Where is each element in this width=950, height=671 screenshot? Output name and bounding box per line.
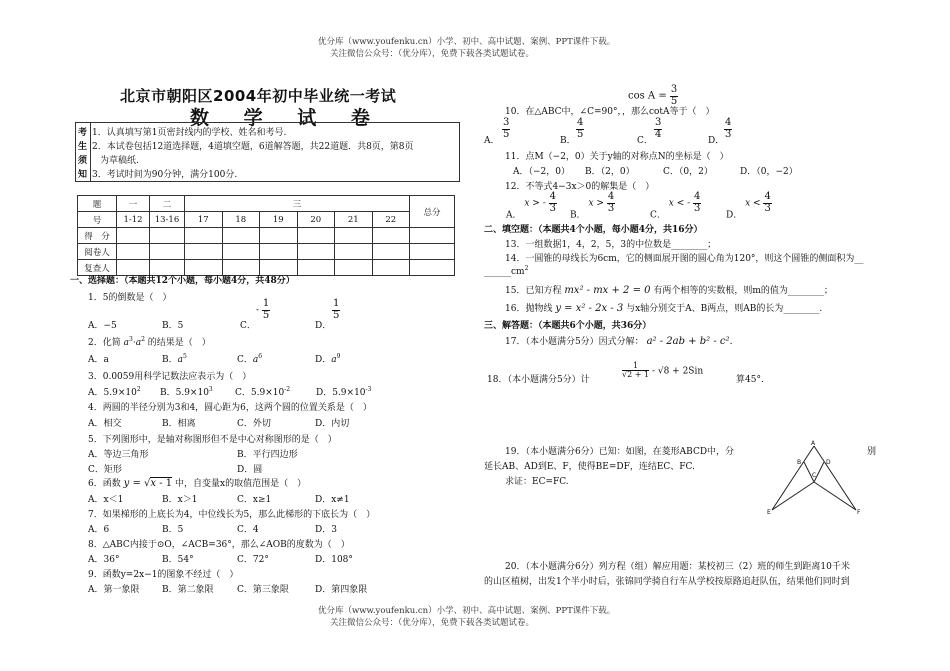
fig-label-c: C bbox=[812, 472, 817, 479]
th-three: 三 bbox=[185, 196, 410, 212]
notice-item-4: 3．考试时间为90分钟，满分100分. bbox=[92, 170, 238, 180]
notice-item-3: 为草稿纸. bbox=[100, 156, 139, 166]
q10-frac-c: $\frac{3}{4}$ bbox=[655, 117, 662, 140]
rhombus-figure bbox=[762, 440, 867, 520]
q10-cos-formula: cos A = $\frac{3}{5}$ bbox=[628, 84, 678, 107]
q14: 14．一圆锥的母线长为6cm，它的侧面展开图的圆心角为120°，则这个圆锥的侧面积为__ bbox=[505, 254, 864, 264]
notice-side-2: 生 bbox=[78, 142, 88, 152]
q10-frac-d: $\frac{4}{3}$ bbox=[725, 117, 732, 140]
q6-opt-a: A．x＜1 bbox=[88, 495, 124, 505]
q5-opt-b: B．平行四边形 bbox=[237, 450, 298, 460]
col-18: 18 bbox=[222, 212, 260, 228]
q10: 10．在△ABC中，∠C=90°，，那么cotA等于（ ） bbox=[505, 107, 715, 117]
col-19: 19 bbox=[260, 212, 298, 228]
q5-opt-a: A．等边三角形 bbox=[88, 450, 149, 460]
q13: 13．一组数据1，4，2，5，3的中位数是________； bbox=[505, 240, 717, 250]
q4-opt-d: D．内切 bbox=[315, 419, 350, 429]
q2-opt-c: C．$a^6$ bbox=[237, 353, 263, 365]
table-row bbox=[78, 228, 455, 244]
q8-opt-d: D．108° bbox=[315, 555, 353, 565]
q6-opt-d: D．x≠1 bbox=[315, 495, 350, 505]
q7: 7．如果梯形的上底长为4，中位线长为5，那么此梯形的下底长为（ ） bbox=[88, 510, 376, 520]
q10-frac-a: $\frac{3}{5}$ bbox=[503, 117, 510, 140]
q17-expression: a² - 2ab + b² - c². bbox=[646, 336, 733, 347]
q11-opt-d: D．（0，−2） bbox=[740, 167, 798, 177]
q1-opt-a: A．−5 bbox=[88, 321, 117, 331]
q1-frac-d: $\frac{1}{5}$ bbox=[333, 298, 340, 321]
fig-label-b: B bbox=[797, 459, 802, 466]
q9-opt-a: A．第一象限 bbox=[88, 585, 140, 595]
q6-opt-c: C．x≥1 bbox=[237, 495, 272, 505]
q15: 15．已知方程 mx² - mx + 2 = 0 有两个相等的实数根，则m的值为________； bbox=[505, 285, 833, 296]
header-line-2: 关注微信公众号：（优分库），免费下载各类试题试卷。 bbox=[330, 49, 535, 59]
q6: 6．函数 y = √x - 1 中，自变量x的取值范围是（ ） bbox=[88, 478, 307, 489]
q5-opt-c: C．矩形 bbox=[88, 465, 122, 475]
q4: 4．两圆的半径分别为3和4，圆心距为6，这两个圆的位置关系是（ ） bbox=[88, 403, 372, 413]
th-ti: 题 bbox=[78, 196, 117, 212]
page-title: 北京市朝阳区2004年初中毕业统一考试 bbox=[120, 87, 397, 105]
table-row bbox=[78, 244, 455, 260]
q2-opt-a: A．a bbox=[88, 355, 109, 365]
q2: 2．化简 $a^3\cdot a^2$ 的结果是（ ） bbox=[88, 336, 211, 348]
q5: 5．下列图形中，是轴对称图形但不是中心对称图形的是（ ） bbox=[88, 435, 337, 445]
q18-end: 算45°. bbox=[736, 375, 764, 385]
q12-opt-b: B． x > $\frac{4}{3}$ bbox=[570, 191, 615, 221]
q3-opt-a: A．$5.9\times 10^2$ bbox=[88, 386, 141, 398]
q7-opt-d: D．3 bbox=[315, 525, 337, 535]
q20-line2: 的山区植树，出发1个半小时后，张锦同学骑自行车从学校按原路追赶队伍，结果他们同时到 bbox=[484, 577, 850, 587]
col-20: 20 bbox=[297, 212, 335, 228]
q6-opt-b: B．x＞1 bbox=[162, 495, 198, 505]
col-17: 17 bbox=[185, 212, 223, 228]
footer-line-2: 关注微信公众号：（优分库），免费下载各类试题试卷。 bbox=[330, 618, 535, 628]
notice-side-1: 考 bbox=[78, 128, 88, 138]
q10-opt-c: C． bbox=[637, 136, 653, 146]
q12-opt-a: A． x > - $\frac{4}{3}$ bbox=[506, 191, 557, 221]
q10-opt-b: B． bbox=[560, 136, 576, 146]
th-one: 一 bbox=[117, 196, 150, 212]
q9-opt-c: C．第三象限 bbox=[237, 585, 289, 595]
section-1-title: 一、选择题：（本题共12个小题，每小题4分，共48分） bbox=[70, 276, 295, 286]
q9-opt-b: B．第二象限 bbox=[162, 585, 214, 595]
col-22: 22 bbox=[372, 212, 410, 228]
q8: 8．△ABC内接于⊙O，∠ACB=36°，那么∠AOB的度数为（ ） bbox=[88, 540, 350, 550]
q7-opt-a: A．6 bbox=[88, 525, 110, 535]
header-line-1: 优分库（www.youfenku.cn）小学、初中、高中试题、案例、PPT课件下载。 bbox=[318, 37, 616, 47]
fig-label-f: F bbox=[857, 509, 861, 516]
q1: 1．5的倒数是（ ） bbox=[88, 293, 172, 303]
fig-label-e: E bbox=[767, 509, 771, 516]
q10-opt-d: D． bbox=[708, 136, 725, 146]
section-3-title: 三、解答题：（本题共6个小题，共36分） bbox=[484, 321, 652, 331]
q10-frac-b: $\frac{4}{5}$ bbox=[577, 117, 584, 140]
q18-expression: $\frac{1}{√2 + 1}$ - √8 + 2Sin bbox=[622, 361, 704, 380]
q8-opt-b: B．54° bbox=[162, 555, 194, 565]
q2-opt-b: B．$a^5$ bbox=[162, 353, 187, 365]
q12-opt-d: D． x < $\frac{4}{3}$ bbox=[726, 191, 771, 221]
notice-item-2: 2．本试卷包括12道选择题，4道填空题，6道解答题，共22道题．共8页，第8页 bbox=[92, 142, 414, 152]
th-two: 二 bbox=[150, 196, 185, 212]
q19-line2: 延长AB、AD到E、F，使得BE=DF，连结EC、FC. bbox=[484, 462, 695, 472]
q19: 19．（本小题满分6分）已知：如图，在菱形ABCD中，分 bbox=[505, 447, 735, 457]
row-grader: 阅卷人 bbox=[78, 244, 117, 260]
col-1-12: 1-12 bbox=[117, 212, 150, 228]
q3-opt-d: D．$5.9\times 10^{-3}$ bbox=[316, 386, 372, 398]
q4-opt-a: A．相交 bbox=[88, 419, 122, 429]
row-checker: 复查人 bbox=[78, 260, 117, 276]
q11-opt-c: C．（0，2） bbox=[663, 167, 713, 177]
q16-equation: y = x² - 2x - 3 bbox=[555, 303, 624, 314]
q14-cont: $\_\_\_\_\_\_cm^2$ bbox=[484, 265, 529, 277]
q16: 16．抛物线 y = x² - 2x - 3 与x轴分别交于A、B两点，则AB的长为________. bbox=[505, 303, 823, 314]
row-score: 得 分 bbox=[78, 228, 117, 244]
q19-line3: 求证：EC=FC. bbox=[505, 477, 569, 487]
q1-opt-c: C． bbox=[240, 321, 256, 331]
q4-opt-c: C．外切 bbox=[237, 419, 271, 429]
q1-opt-b: B．5 bbox=[162, 321, 184, 331]
q11-opt-b: B．（2，0） bbox=[585, 167, 635, 177]
fig-label-d: D bbox=[826, 459, 831, 466]
q5-opt-d: D．圆 bbox=[237, 465, 263, 475]
th-hao: 号 bbox=[78, 212, 117, 228]
notice-box bbox=[75, 122, 460, 182]
q2-opt-d: D．$a^9$ bbox=[315, 353, 341, 365]
q17: 17．（本小题满分5分）因式分解： a² - 2ab + b² - c². bbox=[505, 336, 733, 347]
col-13-16: 13-16 bbox=[150, 212, 185, 228]
q8-opt-c: C．72° bbox=[237, 555, 269, 565]
q10-opt-a: A． bbox=[484, 136, 500, 146]
q3: 3．0.0059用科学记数法应表示为（ ） bbox=[88, 372, 252, 382]
q12: 12．不等式4−3x＞0的解集是（ ） bbox=[505, 182, 655, 192]
notice-item-1: 1．认真填写第1页密封线内的学校、姓名和考号. bbox=[92, 128, 287, 138]
q4-opt-b: B．相离 bbox=[162, 419, 196, 429]
q1-opt-d: D． bbox=[315, 321, 332, 331]
q3-opt-c: C．$5.9\times 10^{-2}$ bbox=[235, 386, 291, 398]
q3-opt-b: B．$5.9\times 10^3$ bbox=[160, 386, 213, 398]
q11: 11．点M（−2，0）关于y轴的对称点N的坐标是（ ） bbox=[505, 152, 729, 162]
q7-opt-c: C．4 bbox=[237, 525, 259, 535]
fig-label-a: A bbox=[811, 440, 816, 447]
q20: 20．（本小题满分6分）列方程（组）解应用题：某校初三（2）班的师生到距离10千米 bbox=[505, 562, 850, 572]
page-subtitle: 数 学 试 卷 bbox=[190, 107, 384, 129]
q9: 9．函数y=2x−1的图象不经过（ ） bbox=[88, 570, 239, 580]
col-21: 21 bbox=[335, 212, 373, 228]
footer-line-1: 优分库（www.youfenku.cn）小学、初中、高中试题、案例、PPT课件下载。 bbox=[318, 606, 616, 616]
th-total: 总分 bbox=[410, 196, 455, 228]
q1-frac-c: - $\frac{1}{5}$ bbox=[256, 298, 270, 321]
score-table bbox=[77, 195, 455, 276]
section-2-title: 二、填空题：（本题共4个小题，每小题4分，共16分） bbox=[484, 225, 703, 235]
notice-side-3: 须 bbox=[78, 156, 88, 166]
q19-far: 别 bbox=[867, 447, 877, 457]
q15-equation: mx² - mx + 2 = 0 bbox=[564, 285, 651, 296]
q8-opt-a: A．36° bbox=[88, 555, 120, 565]
q18: 18．（本小题满分5分）计 bbox=[487, 375, 590, 385]
q7-opt-b: B．5 bbox=[162, 525, 184, 535]
notice-side-4: 知 bbox=[78, 170, 88, 180]
q12-opt-c: C． x < - $\frac{4}{3}$ bbox=[650, 191, 701, 221]
q11-opt-a: A．（−2，0） bbox=[513, 167, 570, 177]
q9-opt-d: D．第四象限 bbox=[315, 585, 368, 595]
